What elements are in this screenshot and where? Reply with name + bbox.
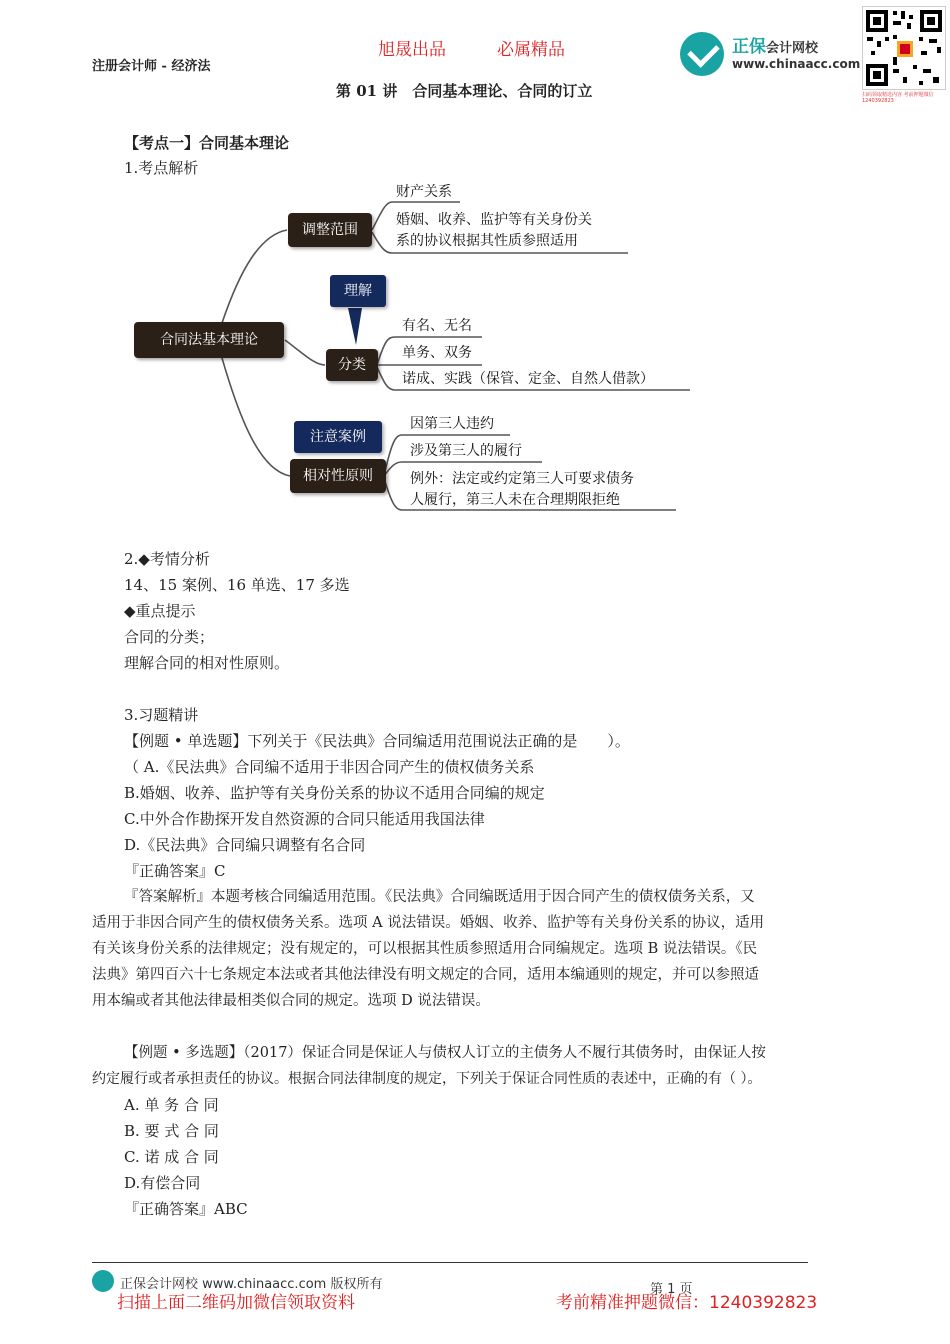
logo-name: 正保 xyxy=(732,37,766,57)
tip-2: 理解合同的相对性原则。 xyxy=(124,654,290,672)
section-1-sub: 1.考点解析 xyxy=(124,159,199,177)
q2-answer: 『正确答案』ABC xyxy=(124,1200,248,1218)
classify-leaf-3: 诺成、实践（保管、定金、自然人借款） xyxy=(402,371,654,387)
relativity-leaf-3b: 人履行，第三人未在合理期限拒绝 xyxy=(410,492,620,508)
relativity-leaf-3a: 例外：法定或约定第三人可要求债务 xyxy=(410,471,634,487)
q2-stem-1: 【例题 • 多选题】（2017）保证合同是保证人与债权人订立的主债务人不履行其债务时，由保证人按 xyxy=(124,1045,766,1061)
brand-logo xyxy=(680,30,860,78)
footer-promo-right: 考前精准押题微信：1240392823 xyxy=(556,1293,818,1313)
q1-option-c: C.中外合作勘探开发自然资源的合同只能适用我国法律 xyxy=(124,810,485,828)
scope-leaf-2a: 婚姻、收养、监护等有关身份关 xyxy=(396,212,592,228)
q1-analysis-4: 法典》第四百六十七条规定本法或者其他法律没有明文规定的合同，适用本编通则的规定，并可以参照适 xyxy=(92,967,759,983)
footer-promo-left: 扫描上面二维码加微信领取资料 xyxy=(117,1293,355,1313)
exam-years: 14、15 案例、16 单选、17 多选 xyxy=(124,576,350,594)
relativity-leaf-1: 因第三人违约 xyxy=(410,416,494,432)
scope-leaf-2b: 系的协议根据其性质参照适用 xyxy=(396,233,578,249)
relativity-leaf-2: 涉及第三人的履行 xyxy=(410,443,522,459)
section-3-title: 3.习题精讲 xyxy=(124,706,199,724)
logo-suffix: 会计网校 xyxy=(766,41,819,56)
mind-map-branch-relativity: 相对性原则 xyxy=(290,459,386,493)
tips-title: ◆重点提示 xyxy=(124,602,196,620)
logo-check-icon xyxy=(680,32,724,76)
q2-option-c: C. 诺 成 合 同 xyxy=(124,1148,219,1166)
mind-map-tag-case: 注意案例 xyxy=(294,421,382,453)
mind-map xyxy=(130,180,700,520)
header-slogan-1: 旭晟出品 xyxy=(378,40,446,60)
header-slogan-2: 必属精品 xyxy=(497,40,565,60)
q1-option-b: B.婚姻、收养、监护等有关身份关系的协议不适用合同编的规定 xyxy=(124,784,545,802)
footer-copyright: 正保会计网校 www.chinaacc.com 版权所有 xyxy=(120,1277,383,1292)
scope-leaf-1: 财产关系 xyxy=(396,184,452,200)
classify-leaf-1: 有名、无名 xyxy=(402,318,472,334)
lecture-title: 第 01 讲 合同基本理论、合同的订立 xyxy=(336,82,593,100)
mind-map-tag-understand: 理解 xyxy=(330,275,386,307)
tip-1: 合同的分类； xyxy=(124,628,215,646)
mind-map-branch-scope: 调整范围 xyxy=(288,213,372,247)
qr-code-icon xyxy=(862,6,946,90)
section-2-title: 2.◆考情分析 xyxy=(124,550,210,568)
q1-analysis-5: 用本编或者其他法律最相类似合同的规定。选项 D 说法错误。 xyxy=(92,993,490,1009)
q1-stem: 【例题 • 单选题】下列关于《民法典》合同编适用范围说法正确的是 ）。 xyxy=(124,732,630,750)
footer-page-number: 第 1 页 xyxy=(650,1282,693,1297)
q2-option-d: D.有偿合同 xyxy=(124,1174,201,1192)
classify-leaf-2: 单务、双务 xyxy=(402,345,472,361)
q2-option-a: A. 单 务 合 同 xyxy=(124,1096,219,1114)
q2-stem-2: 约定履行或者承担责任的协议。根据合同法律制度的规定，下列关于保证合同性质的表述中，正确的有（ ）。 xyxy=(92,1071,762,1087)
q1-answer: 『正确答案』C xyxy=(124,862,226,880)
header-subject: 注册会计师 - 经济法 xyxy=(92,59,211,74)
mind-map-root: 合同法基本理论 xyxy=(134,322,284,358)
footer-rule xyxy=(92,1262,808,1263)
section-1-title: 【考点一】合同基本理论 xyxy=(124,134,290,152)
qr-note: 扫码领取精选内容 考前押题微信 1240392823 xyxy=(862,92,934,104)
q1-option-a: （ A.《民法典》合同编不适用于非因合同产生的债权债务关系 xyxy=(124,758,535,776)
q1-analysis-1: 『答案解析』本题考核合同编适用范围。《民法典》合同编既适用于因合同产生的债权债务关系，又 xyxy=(124,889,755,905)
q2-option-b: B. 要 式 合 同 xyxy=(124,1122,219,1140)
q1-option-d: D.《民法典》合同编只调整有名合同 xyxy=(124,836,366,854)
logo-url: www.chinaacc.com xyxy=(732,57,861,71)
q1-analysis-2: 适用于非因合同产生的债权债务关系。选项 A 说法错误。婚姻、收养、监护等有关身份关系的协议，适用 xyxy=(92,915,765,931)
q1-analysis-3: 有关该身份关系的法律规定；没有规定的，可以根据其性质参照适用合同编规定。选项 B 说法错误。《民 xyxy=(92,941,758,957)
mind-map-branch-classify: 分类 xyxy=(326,349,378,381)
footer-logo-icon xyxy=(92,1270,114,1292)
